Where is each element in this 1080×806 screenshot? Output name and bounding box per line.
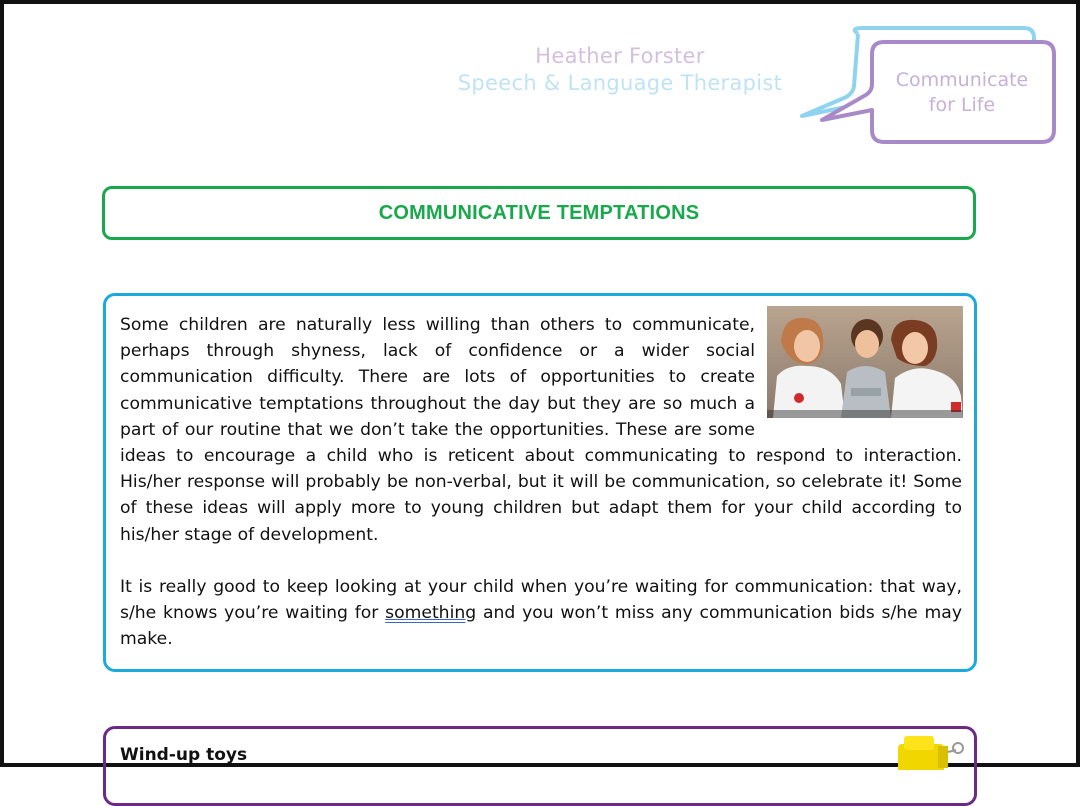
intro-paragraph-2-start: It is really good to keep looking at your child when you’re waiting for communication: that way, s/he knows you’re waiting for [120, 576, 962, 624]
wind-up-toy-icon [894, 730, 966, 770]
logo-line-1: Communicate [895, 69, 1029, 91]
page-title: COMMUNICATIVE TEMPTATIONS [378, 201, 700, 224]
intro-paragraph-2 [120, 574, 962, 653]
intro-paragraph-1: Some children are naturally less willing than others to communicate, perhaps through shyness, lack of confidence or a wider social communication difficulty. There are lots of opportunities to create communicative temptations throughout the day but they are so much a part of our routine that we don’t take the opportunities. These are some ideas to encourage a child who is reticent about communicating to respond to interaction. His/her response will probably be non-verbal, but it will be communication, so celebrate it! Some of these ideas will apply more to young children but adapt them for your child according to his/her stage of development. [120, 315, 962, 545]
children-photo [767, 306, 963, 418]
section-title: Wind-up toys [120, 745, 248, 765]
logo-line-2: for Life [928, 94, 996, 116]
intro-paragraph-2-end: and you won’t miss any communication bids s/he may make. [120, 603, 962, 650]
grammar-flagged-word: something [385, 603, 477, 624]
children-photo-illustration [767, 306, 963, 418]
wind-up-toys-box [103, 726, 977, 806]
therapist-role: Speech & Language Therapist [457, 71, 783, 95]
logo-text [874, 68, 1050, 118]
title-box [102, 186, 976, 240]
therapist-name: Heather Forster [535, 44, 705, 68]
intro-box [103, 293, 977, 672]
